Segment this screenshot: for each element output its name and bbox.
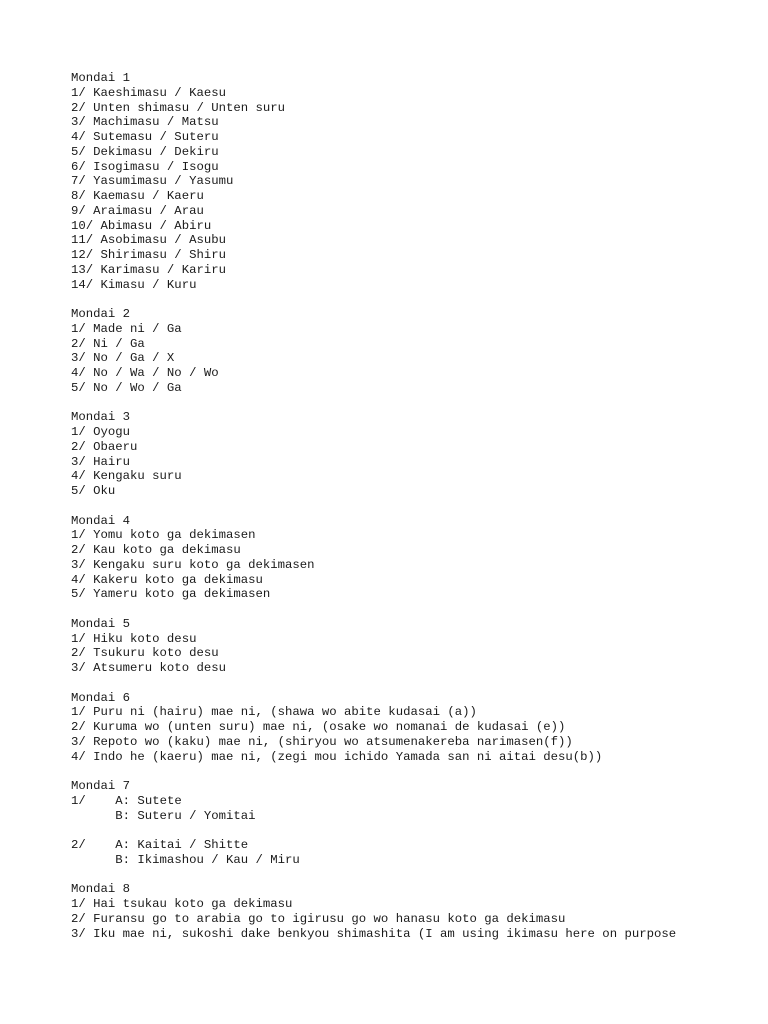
mondai-2-section bbox=[71, 307, 761, 396]
answer-line: 1/ Puru ni (hairu) mae ni, (shawa wo abite kudasai (a)) bbox=[71, 705, 477, 720]
answer-line: 2/ Ni / Ga bbox=[71, 336, 145, 351]
answer-line: 5/ No / Wo / Ga bbox=[71, 380, 182, 395]
mondai-5-section bbox=[71, 617, 761, 676]
section-title: Mondai 3 bbox=[71, 410, 131, 425]
answer-line: 1/ Hai tsukau koto ga dekimasu bbox=[71, 897, 293, 911]
answer-line: 8/ Kaemasu / Kaeru bbox=[71, 189, 204, 203]
section-title: Mondai 6 bbox=[71, 690, 131, 705]
answer-line: 2/ Furansu go to arabia go to igirusu go wo hanasu koto ga dekimasu bbox=[71, 911, 566, 926]
section-title: Mondai 8 bbox=[71, 882, 131, 897]
answer-line: 4/ Kakeru koto ga dekimasu bbox=[71, 572, 263, 587]
answer-line: 1/ Hiku koto desu bbox=[71, 631, 197, 646]
answer-line: 14/ Kimasu / Kuru bbox=[71, 277, 197, 292]
answer-line: 10/ Abimasu / Abiru bbox=[71, 218, 212, 233]
answer-line: 2/ Tsukuru koto desu bbox=[71, 646, 219, 661]
answer-line: 3/ Machimasu / Matsu bbox=[71, 115, 219, 130]
answer-line: 2/ Kuruma wo (unten suru) mae ni, (osake wo nomanai de kudasai (e)) bbox=[71, 720, 566, 734]
answer-line: 1/ Oyogu bbox=[71, 425, 131, 439]
mondai-1-section bbox=[71, 71, 761, 292]
answer-line: 11/ Asobimasu / Asubu bbox=[71, 233, 226, 248]
section-title: Mondai 2 bbox=[71, 307, 131, 321]
answer-line: 3/ Hairu bbox=[71, 454, 131, 469]
answer-line: 3/ Iku mae ni, sukoshi dake benkyou shimashita (I am using ikimasu here on purpose bbox=[71, 926, 677, 941]
mondai-8-section bbox=[71, 882, 761, 941]
section-title: Mondai 4 bbox=[71, 513, 131, 528]
speaker-b-text: B: Ikimashou / Kau / Miru bbox=[115, 852, 300, 867]
dialogue-line-a bbox=[71, 794, 761, 809]
answer-line: 4/ Kengaku suru bbox=[71, 469, 182, 484]
mondai-3-section bbox=[71, 410, 761, 499]
answer-line: 4/ Indo he (kaeru) mae ni, (zegi mou ichido Yamada san ni aitai desu(b)) bbox=[71, 749, 603, 764]
dialogue-line-b bbox=[71, 809, 761, 824]
answer-line: 3/ Atsumeru koto desu bbox=[71, 661, 226, 675]
spacer bbox=[71, 823, 761, 838]
section-title: Mondai 7 bbox=[71, 779, 131, 793]
answer-line: 13/ Karimasu / Kariru bbox=[71, 262, 226, 277]
answer-line: 5/ Dekimasu / Dekiru bbox=[71, 144, 219, 159]
answer-line: 1/ Yomu koto ga dekimasen bbox=[71, 528, 256, 543]
answer-line: 4/ Sutemasu / Suteru bbox=[71, 130, 219, 144]
answer-line: 2/ Obaeru bbox=[71, 439, 138, 454]
answer-line: 1/ Made ni / Ga bbox=[71, 321, 182, 336]
document-page bbox=[71, 71, 761, 956]
answer-line: 1/ Kaeshimasu / Kaesu bbox=[71, 85, 226, 100]
answer-line: 7/ Yasumimasu / Yasumu bbox=[71, 174, 234, 189]
dialogue-line-b bbox=[71, 853, 761, 868]
speaker-a-text: A: Kaitai / Shitte bbox=[115, 838, 249, 852]
answer-line: 5/ Yameru koto ga dekimasen bbox=[71, 587, 271, 602]
mondai-7-section bbox=[71, 779, 761, 868]
answer-line: 6/ Isogimasu / Isogu bbox=[71, 159, 219, 174]
answer-line: 3/ Kengaku suru koto ga dekimasen bbox=[71, 557, 315, 572]
speaker-a-text: A: Sutete bbox=[115, 793, 182, 808]
answer-line: 3/ Repoto wo (kaku) mae ni, (shiryou wo atsumenakereba narimasen(f)) bbox=[71, 734, 573, 749]
answer-line: 12/ Shirimasu / Shiru bbox=[71, 248, 226, 262]
item-number: 1/ bbox=[71, 793, 86, 808]
mondai-4-section bbox=[71, 514, 761, 603]
speaker-b-text: B: Suteru / Yomitai bbox=[115, 808, 256, 823]
mondai-6-section bbox=[71, 691, 761, 765]
answer-line: 9/ Araimasu / Arau bbox=[71, 203, 204, 218]
item-number: 2/ bbox=[71, 838, 86, 852]
answer-line: 2/ Kau koto ga dekimasu bbox=[71, 543, 241, 557]
answer-line: 2/ Unten shimasu / Unten suru bbox=[71, 100, 286, 115]
answer-line: 3/ No / Ga / X bbox=[71, 351, 175, 366]
section-title: Mondai 5 bbox=[71, 616, 131, 631]
dialogue-line-a bbox=[71, 838, 761, 853]
answer-line: 4/ No / Wa / No / Wo bbox=[71, 366, 219, 380]
answer-line: 5/ Oku bbox=[71, 484, 116, 498]
section-title: Mondai 1 bbox=[71, 71, 131, 85]
